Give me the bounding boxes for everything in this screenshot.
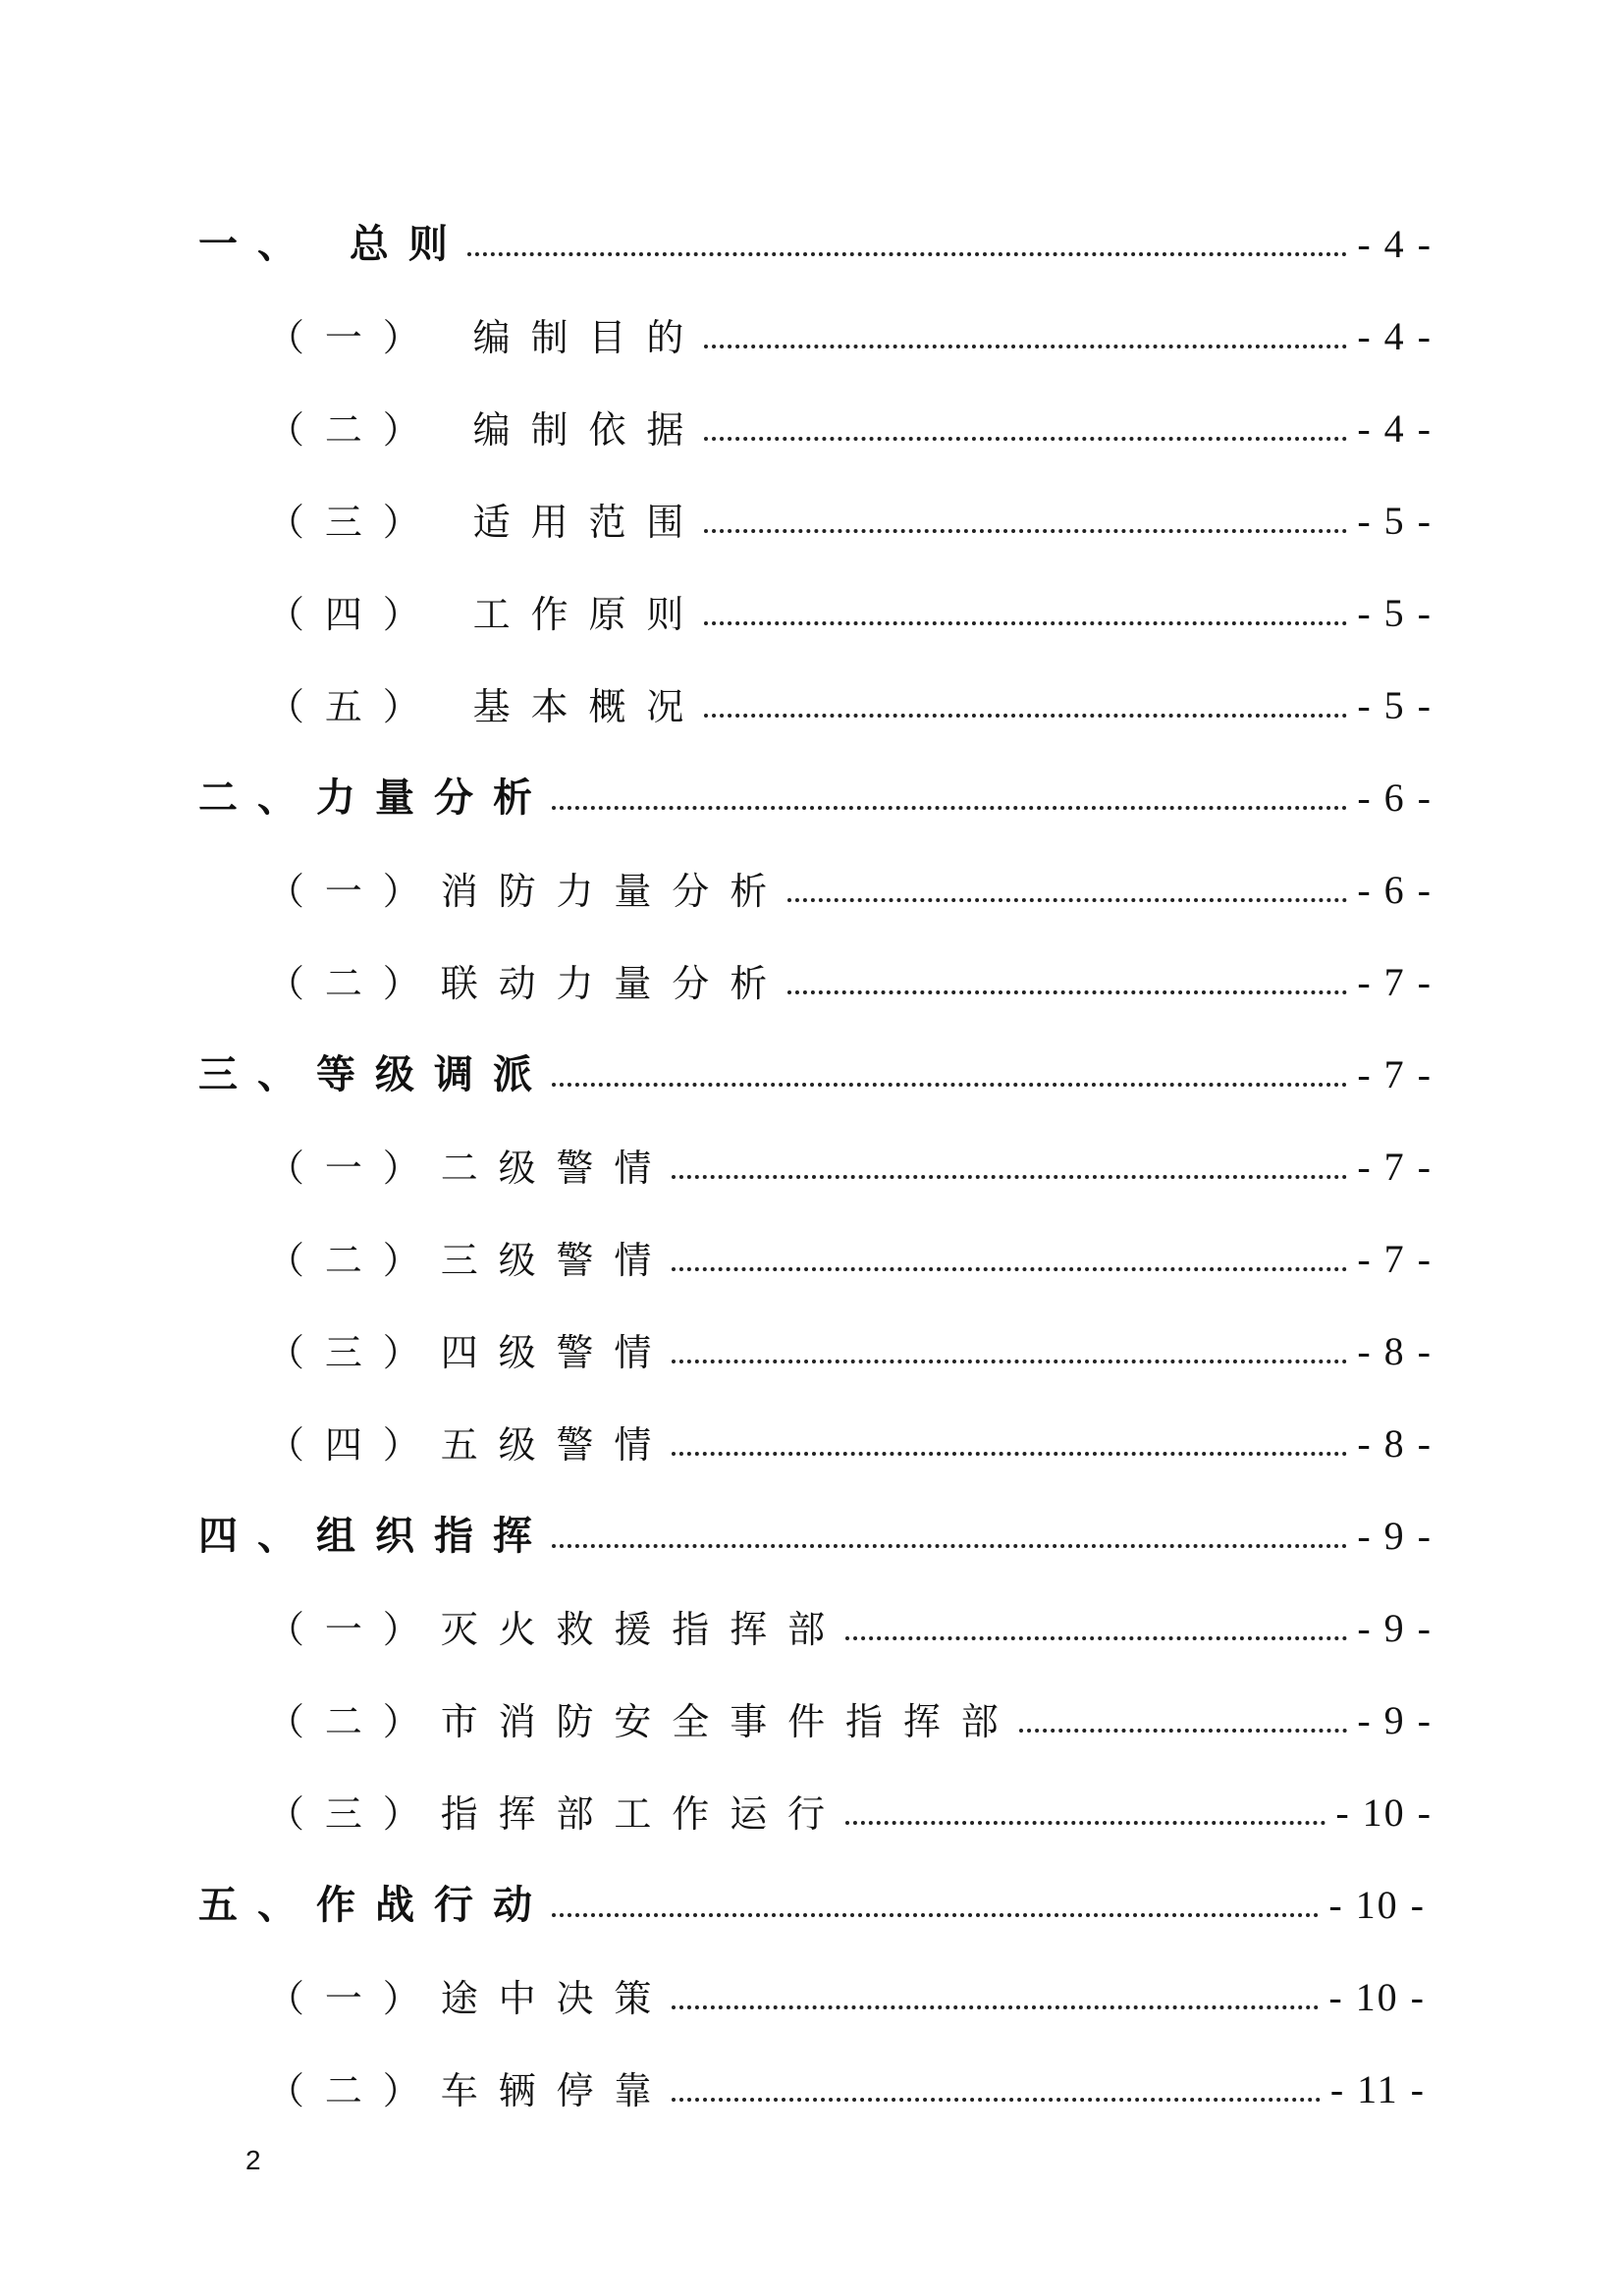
toc-entry[interactable] [267,1678,1433,1746]
dot-leader [704,714,1347,718]
toc-entry-page: - 7 - [1357,960,1433,1004]
toc-entry-label: （三）四级警情 [267,1331,673,1374]
toc-entry-page: - 4 - [1357,406,1433,451]
toc-entry-label: （一）消防力量分析 [267,870,788,913]
toc-entry-label: （四） 工作原则 [267,593,705,636]
toc-entry-page: - 6 - [1357,868,1433,912]
toc-entry[interactable] [267,663,1433,731]
toc-entry-label: 四、组织指挥 [198,1514,552,1559]
toc-entry[interactable] [198,201,1433,270]
toc-entry[interactable] [267,1401,1433,1469]
dot-leader [787,898,1347,902]
toc-entry-label: （三） 适用范围 [267,501,705,544]
toc-entry[interactable] [267,939,1433,1008]
toc-entry-page: - 5 - [1357,499,1433,543]
toc-entry[interactable] [267,1308,1433,1377]
toc-entry-label: （二）市消防安全事件指挥部 [267,1700,1019,1743]
toc-entry-page: - 9 - [1357,1698,1433,1742]
toc-entry-page: - 9 - [1357,1606,1433,1650]
toc-entry-label: （二）联动力量分析 [267,962,788,1005]
page-number: 2 [245,2145,261,2175]
toc-entry[interactable] [198,1862,1426,1931]
toc-entry[interactable] [267,294,1433,362]
toc-entry[interactable] [267,478,1433,547]
toc-entry-page: - 7 - [1357,1237,1433,1281]
toc-entry-page: - 11 - [1329,2067,1426,2111]
dot-leader [672,1175,1347,1179]
toc-entry-page: - 10 - [1328,1883,1426,1927]
toc-entry-page: - 7 - [1357,1145,1433,1189]
toc-entry-label: （五） 基本概况 [267,685,705,728]
toc-entry[interactable] [267,1216,1433,1285]
toc-entry-label: 五、作战行动 [198,1883,552,1928]
dot-leader [845,1821,1326,1825]
dot-leader [704,529,1347,533]
toc-entry-page: - 7 - [1357,1052,1433,1096]
dot-leader [845,1636,1347,1640]
dot-leader [672,1360,1347,1363]
toc-entry-label: （一） 编制目的 [267,316,705,359]
toc-entry-label: （一）灭火救援指挥部 [267,1608,846,1651]
dot-leader [704,621,1347,625]
dot-leader [672,2098,1321,2102]
toc-entry-label: 二、力量分析 [198,775,552,821]
toc-entry-page: - 5 - [1357,683,1433,727]
dot-leader [552,1913,1319,1917]
toc-entry[interactable] [267,1585,1433,1654]
toc-entry[interactable] [267,1770,1433,1839]
toc-entry-label: （一）途中决策 [267,1977,673,2020]
toc-entry-page: - 9 - [1357,1514,1433,1558]
dot-leader [672,1267,1347,1271]
dot-leader [704,437,1347,441]
toc-entry[interactable] [267,1124,1433,1193]
dot-leader [552,806,1347,810]
toc-entry-page: - 8 - [1357,1329,1433,1373]
toc-entry-page: - 10 - [1328,1975,1426,2019]
toc-entry[interactable] [267,386,1433,454]
toc-entry-page: - 4 - [1357,222,1433,266]
toc-entry-label: （二）车辆停靠 [267,2069,673,2112]
toc-entry[interactable] [198,1032,1433,1100]
toc-entry-page: - 5 - [1357,591,1433,635]
toc-entry-page: - 4 - [1357,314,1433,358]
toc-entry-label: （二）三级警情 [267,1239,673,1282]
toc-entry[interactable] [267,2047,1426,2115]
dot-leader [552,1083,1347,1087]
dot-leader [787,990,1347,994]
toc-entry-page: - 10 - [1335,1790,1433,1835]
toc-entry-label: （四）五级警情 [267,1423,673,1467]
dot-leader [552,1544,1347,1548]
dot-leader [1019,1729,1348,1733]
toc-entry[interactable] [198,755,1433,824]
toc-entry-label: 一、 总则 [198,222,467,267]
toc-entry-label: （二） 编制依据 [267,408,705,452]
dot-leader [704,345,1347,348]
toc-entry[interactable] [267,570,1433,639]
dot-leader [672,1452,1347,1456]
toc-entry[interactable] [267,847,1433,916]
toc-entry-label: 三、等级调派 [198,1052,552,1097]
toc-entry-label: （三）指挥部工作运行 [267,1792,846,1836]
toc-entry-page: - 6 - [1357,775,1433,820]
dot-leader [467,252,1347,256]
toc-entry[interactable] [267,1954,1426,2023]
toc-entry-label: （一）二级警情 [267,1147,673,1190]
toc-entry[interactable] [198,1493,1433,1562]
toc-entry-page: - 8 - [1357,1421,1433,1466]
dot-leader [672,2005,1319,2009]
